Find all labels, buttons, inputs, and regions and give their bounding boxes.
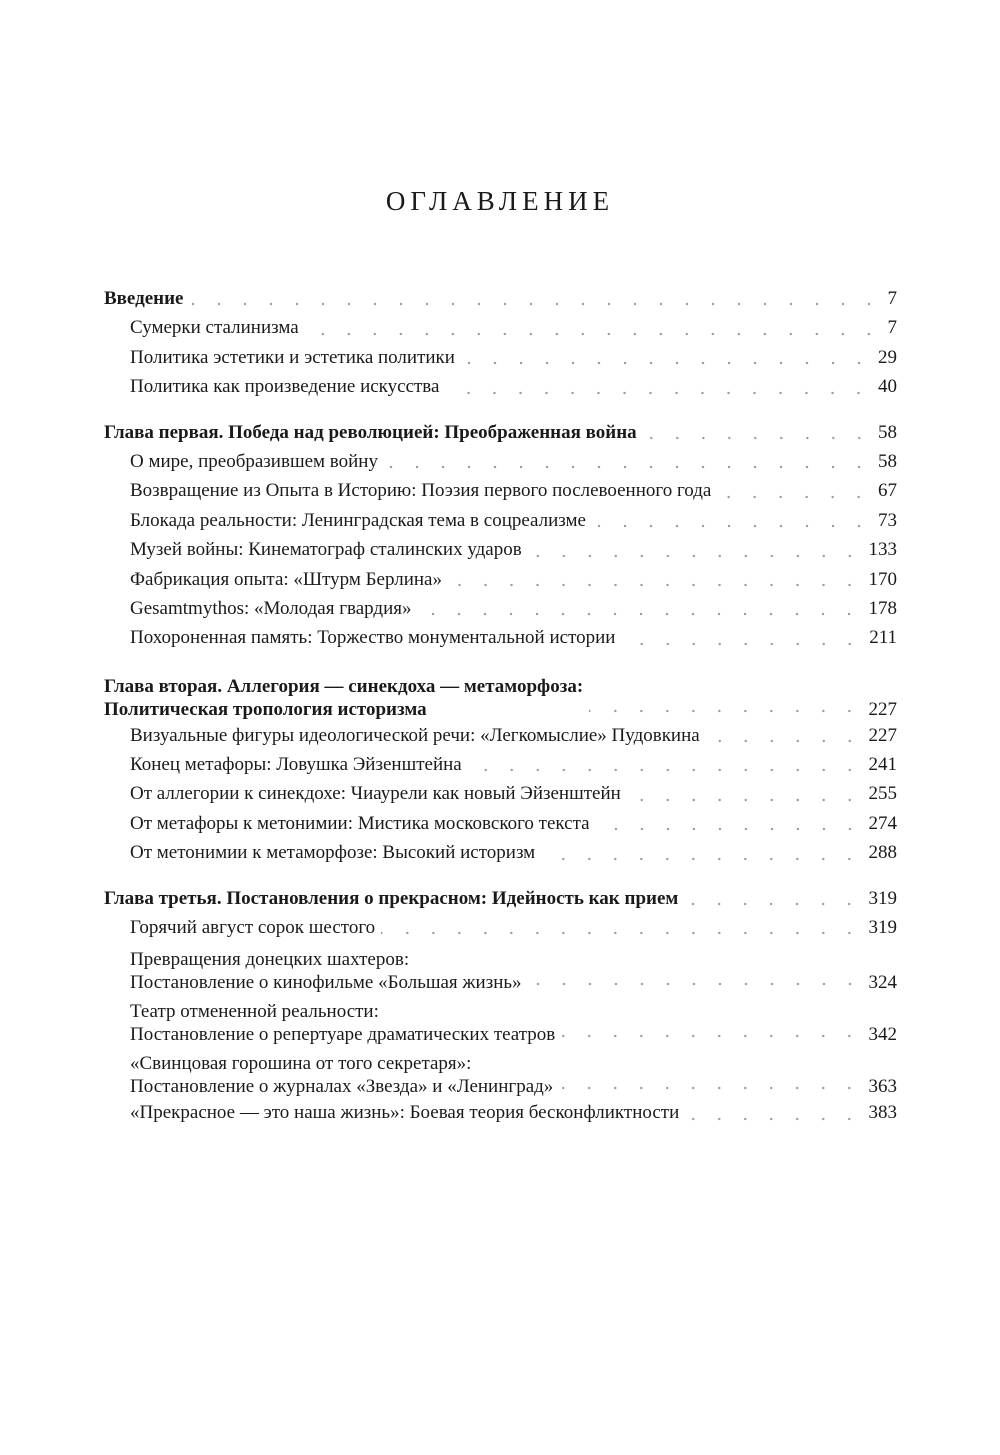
table-of-contents xyxy=(104,284,897,1144)
toc-entry-title xyxy=(130,343,455,372)
dot-leader xyxy=(596,811,863,831)
toc-entry-title-line: Gesamtmythos: «Молодая гвардия» xyxy=(130,597,412,619)
toc-subentry[interactable] xyxy=(104,476,897,505)
page-number: 255 xyxy=(868,783,897,805)
toc-section xyxy=(104,418,897,653)
dot-leader xyxy=(541,841,862,861)
toc-entry-title xyxy=(130,948,522,994)
dot-leader xyxy=(305,316,882,336)
toc-entry-title-line: Глава третья. Постановления о прекрасном: Идейность как прием xyxy=(104,887,679,909)
toc-entry-title xyxy=(104,418,637,447)
toc-entry-title xyxy=(130,623,615,652)
page-title: ОГЛАВЛЕНИЕ xyxy=(385,186,615,216)
toc-entry-title xyxy=(104,284,184,313)
page-number: 288 xyxy=(868,842,897,864)
toc-entry-title xyxy=(130,809,590,838)
dot-leader xyxy=(445,375,872,395)
dot-leader xyxy=(461,345,872,365)
toc-entry-title xyxy=(130,476,711,505)
toc-entry-title-line: От аллегории к синекдохе: Чиаурели как новый Эйзенштейн xyxy=(130,783,621,805)
toc-subentry[interactable] xyxy=(104,994,897,1046)
dot-leader xyxy=(643,420,872,440)
toc-entry-title-line: Политика эстетики и эстетика политики xyxy=(130,346,455,368)
toc-chapter-entry[interactable] xyxy=(104,284,897,313)
dot-leader xyxy=(448,567,863,587)
dot-leader xyxy=(592,508,872,528)
page-number: 241 xyxy=(868,754,897,776)
toc-entry-title-line: Политическая тропология историзма xyxy=(104,698,427,720)
toc-subentry[interactable] xyxy=(104,343,897,372)
toc-entry-title-line: Театр отмененной реальности: xyxy=(130,1001,379,1023)
toc-chapter-entry[interactable] xyxy=(104,669,897,721)
dot-leader xyxy=(417,596,862,616)
toc-subentry[interactable] xyxy=(104,838,897,867)
toc-entry-title-line: Глава первая. Победа над революцией: Преображенная война xyxy=(104,421,637,443)
toc-entry-title xyxy=(130,1098,679,1127)
toc-entry-title xyxy=(130,779,621,808)
page-number: 133 xyxy=(868,539,897,561)
toc-entry-title xyxy=(104,884,678,913)
toc-entry-title-line: Политика как произведение искусства xyxy=(130,376,440,398)
toc-entry-title-line: Глава вторая. Аллегория — синекдоха — метаморфоза: xyxy=(104,675,584,697)
page-number: 342 xyxy=(868,1024,897,1046)
toc-entry-title-line: Фабрикация опыта: «Штурм Берлина» xyxy=(130,568,442,590)
toc-entry-title xyxy=(130,447,378,476)
page-number: 7 xyxy=(887,317,897,339)
dot-leader xyxy=(621,626,863,646)
toc-entry-title xyxy=(130,372,439,401)
toc-entry-title-line: О мире, преобразившем войну xyxy=(130,450,378,472)
toc-entry-title-line: Музей войны: Кинематограф сталинских ударов xyxy=(130,539,522,561)
dot-leader xyxy=(589,693,862,713)
toc-section xyxy=(104,669,897,868)
toc-subentry[interactable] xyxy=(104,779,897,808)
page-number: 73 xyxy=(878,509,897,531)
dot-leader xyxy=(528,538,863,558)
toc-entry-title-line: От метафоры к метонимии: Мистика московского текста xyxy=(130,812,590,834)
toc-subentry[interactable] xyxy=(104,942,897,994)
toc-entry-title xyxy=(130,565,442,594)
toc-entry-title xyxy=(130,535,522,564)
toc-entry-title-line: Введение xyxy=(104,287,184,309)
toc-subentry[interactable] xyxy=(104,721,897,750)
toc-subentry[interactable] xyxy=(104,1046,897,1098)
toc-chapter-entry[interactable] xyxy=(104,418,897,447)
toc-entry-title-line: Горячий август сорок шестого xyxy=(130,917,376,939)
toc-subentry[interactable] xyxy=(104,506,897,535)
page-number: 29 xyxy=(878,346,897,368)
toc-entry-title-line: От метонимии к метаморфозе: Высокий историзм xyxy=(130,842,536,864)
toc-entry-title-line: Сумерки сталинизма xyxy=(130,317,299,339)
toc-subentry[interactable] xyxy=(104,750,897,779)
toc-entry-title xyxy=(130,506,586,535)
dot-leader xyxy=(561,1018,862,1038)
dot-leader xyxy=(468,752,863,772)
dot-leader xyxy=(384,449,872,469)
toc-entry-title xyxy=(130,750,462,779)
toc-entry-title-line: Конец метафоры: Ловушка Эйзенштейна xyxy=(130,754,462,776)
toc-entry-title xyxy=(130,1000,555,1046)
toc-entry-title xyxy=(130,594,411,623)
page-number: 178 xyxy=(868,597,897,619)
dot-leader xyxy=(381,915,862,935)
toc-subentry[interactable] xyxy=(104,809,897,838)
toc-section xyxy=(104,284,897,402)
page-number: 319 xyxy=(868,887,897,909)
toc-subentry[interactable] xyxy=(104,372,897,401)
toc-subentry[interactable] xyxy=(104,623,897,652)
dot-leader xyxy=(627,782,863,802)
toc-entry-title-line: Похороненная память: Торжество монументальной истории xyxy=(130,627,616,649)
page-number: 319 xyxy=(868,917,897,939)
toc-section xyxy=(104,884,897,1128)
toc-entry-title-line: Блокада реальности: Ленинградская тема в соцреализме xyxy=(130,509,586,531)
toc-entry-title xyxy=(104,675,583,721)
toc-entry-title xyxy=(130,721,700,750)
toc-entry-title-line: Постановление о журналах «Звезда» и «Ленинград» xyxy=(130,1076,554,1098)
page-number: 227 xyxy=(868,724,897,746)
toc-subentry[interactable] xyxy=(104,535,897,564)
toc-chapter-entry[interactable] xyxy=(104,884,897,913)
toc-entry-title xyxy=(130,838,535,867)
dot-leader xyxy=(685,1101,862,1121)
page-number: 383 xyxy=(868,1102,897,1124)
toc-entry-title-line: Постановление о кинофильме «Большая жизнь» xyxy=(130,972,522,994)
dot-leader xyxy=(559,1070,862,1090)
page-number: 324 xyxy=(868,972,897,994)
page-number: 40 xyxy=(878,376,897,398)
toc-subentry[interactable] xyxy=(104,594,897,623)
dot-leader xyxy=(706,723,863,743)
page-number: 363 xyxy=(868,1076,897,1098)
page-number: 211 xyxy=(869,627,897,649)
toc-subentry[interactable] xyxy=(104,565,897,594)
toc-entry-title xyxy=(130,913,375,942)
dot-leader xyxy=(528,966,863,986)
page-number: 7 xyxy=(887,287,897,309)
dot-leader xyxy=(684,886,862,906)
page-number: 170 xyxy=(868,568,897,590)
page-number: 274 xyxy=(868,812,897,834)
toc-entry-title xyxy=(130,313,299,342)
toc-entry-title-line: «Свинцовая горошина от того секретаря»: xyxy=(130,1053,472,1075)
toc-entry-title xyxy=(130,1052,553,1098)
toc-subentry[interactable] xyxy=(104,447,897,476)
toc-subentry[interactable] xyxy=(104,913,897,942)
page-number: 58 xyxy=(878,421,897,443)
toc-subentry[interactable] xyxy=(104,313,897,342)
dot-leader xyxy=(190,286,882,306)
toc-entry-title-line: Визуальные фигуры идеологической речи: «Легкомыслие» Пудовкина xyxy=(130,724,700,746)
page-number: 227 xyxy=(868,698,897,720)
toc-entry-title-line: Превращения донецких шахтеров: xyxy=(130,949,410,971)
page-number: 67 xyxy=(878,480,897,502)
toc-entry-title-line: «Прекрасное — это наша жизнь»: Боевая теория бесконфликтности xyxy=(130,1102,680,1124)
toc-entry-title-line: Постановление о репертуаре драматических театров xyxy=(130,1024,556,1046)
toc-subentry[interactable] xyxy=(104,1098,897,1127)
page-number: 58 xyxy=(878,450,897,472)
toc-entry-title-line: Возвращение из Опыта в Историю: Поэзия первого послевоенного года xyxy=(130,480,712,502)
dot-leader xyxy=(717,479,872,499)
